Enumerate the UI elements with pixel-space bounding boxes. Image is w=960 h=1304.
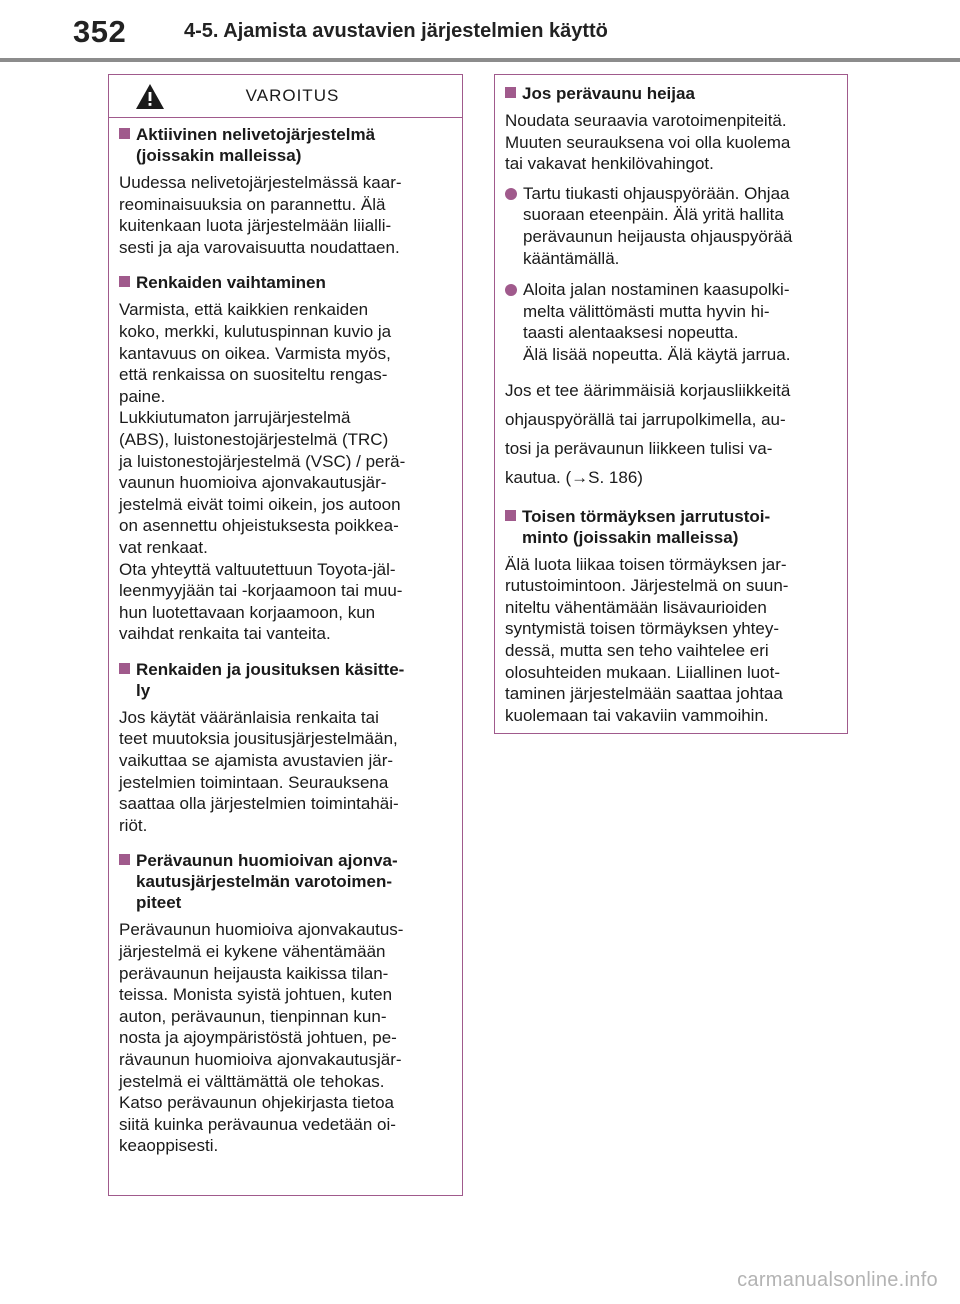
bullet-text: Aloita jalan nostaminen kaasupolki- melta välittömästi mutta hyvin hi- taasti alentaaksesi nopeutta. Älä lisää nopeutta. Älä käytä jarrua. [523,280,791,364]
square-bullet-icon [119,854,130,865]
section-heading: Renkaiden ja jousituksen käsitte- ly [136,659,405,700]
page-header [0,0,960,62]
section-heading: Perävaunun huomioivan ajonva- kautusjärjestelmän varotoimen- piteet [136,851,398,913]
section-body: Varmista, että kaikkien renkaiden koko, merkki, kulutuspinnan kuvio ja kantavuus on oikea. Varmista myös, että renkaissa on suositeltu rengas- paine. Lukkiutumaton jarrujärjestelmä (ABS), luistonestojärjestelmä (TRC) ja luistonestojärjestelmä (VSC) / perä- vaunun huomioiva ajonvakautusjär- jestelmä eivät toimi oikein, jos autoon on asennettu ohjeistuksesta poikkea- vat renkaat. Ota yhteyttä valtuutettuun Toyota-jäl- leenmyyjään tai -korjaamoon tai muu- hun luotettavaan korjaamoon, kun vaihdat renkaita tai vanteita. [119,300,406,644]
section-body: Perävaunun huomioiva ajonvakautus- järjestelmä ei kykene vähentämään perävaunun heijausta kaikissa tilan- teissa. Monista syistä johtuen, kuten auton, perävaunun, tienpinnan kun- nosta ja ajoympäristöstä johtuen, pe- rävaunun huomioiva ajonvakautusjär- jestelmä ei välttämättä ole tehokas. Katso perävaunun ohjekirjasta tietoa siitä kuinka perävaunua vedetään oi- keaoppisesti. [119,920,404,1156]
section-intro: Noudata seuraavia varotoimenpiteitä. Muuten seurauksena voi olla kuolema tai vakavat henkilövahingot. [505,111,791,174]
page-number: 352 [73,14,127,49]
warning-title: VAROITUS [245,86,340,105]
section-trailer-sway [505,83,837,492]
watermark-logo: carmanualsonline.info [737,1269,938,1291]
chapter-title: 4-5. Ajamista avustavien järjestelmien käyttö [184,20,608,42]
square-bullet-icon [119,276,130,287]
round-bullet-icon [505,284,517,296]
section-body: Uudessa nelivetojärjestelmässä kaar- reominaisuuksia on parannettu. Älä kuitenkaan luota järjestelmään liialli- sesti ja aja varovaisuutta noudattaen. [119,173,402,257]
header-rule [0,58,960,62]
section-awd [119,124,452,258]
section-trailer-precautions [119,850,452,1157]
warning-box-left [108,74,463,1196]
bullet-item [505,279,837,365]
warning-triangle-icon [135,83,165,110]
warning-header [109,75,462,118]
square-bullet-icon [119,128,130,139]
section-tire-change [119,272,452,645]
bullet-item [505,183,837,269]
warning-box-right [494,74,848,734]
round-bullet-icon [505,188,517,200]
square-bullet-icon [119,663,130,674]
section-heading: Toisen törmäyksen jarrutustoi- minto (joissakin malleissa) [522,506,771,547]
section-body: Älä luota liikaa toisen törmäyksen jar- rutustoimintoon. Järjestelmä on suun- niteltu vähentämään lisävaurioiden syntymistä toisen törmäyksen yhtey- dessä, mutta sen teho vaihtelee eri olosuhteiden mukaan. Liiallinen luot- taminen järjestelmään saattaa johtaa kuolemaan tai vakaviin vammoihin. [505,554,789,725]
section-heading: Jos perävaunu heijaa [522,84,695,103]
section-tires-suspension [119,659,452,837]
section-heading: Aktiivinen nelivetojärjestelmä (joissakin malleissa) [136,125,376,165]
square-bullet-icon [505,87,516,98]
square-bullet-icon [505,510,516,521]
section-outro: Jos et tee äärimmäisiä korjausliikkeitä ohjauspyörällä tai jarrupolkimella, au- tosi ja perävaunun liikkeen tulisi va- kautua. (→S. 186) [505,380,791,487]
bullet-text: Tartu tiukasti ohjauspyörään. Ohjaa suoraan eteenpäin. Älä yritä hallita perävaunun heijausta ohjauspyörää kääntämällä. [523,183,793,268]
section-heading: Renkaiden vaihtaminen [136,273,326,293]
section-secondary-collision-brake [505,506,837,727]
section-body: Jos käytät vääränlaisia renkaita tai teet muutoksia jousitusjärjestelmään, vaikuttaa se ajamista avustavien jär- jestelmien toimintaan. Seurauksena saattaa olla järjestelmien toimintahäi- riöt. [119,707,399,835]
